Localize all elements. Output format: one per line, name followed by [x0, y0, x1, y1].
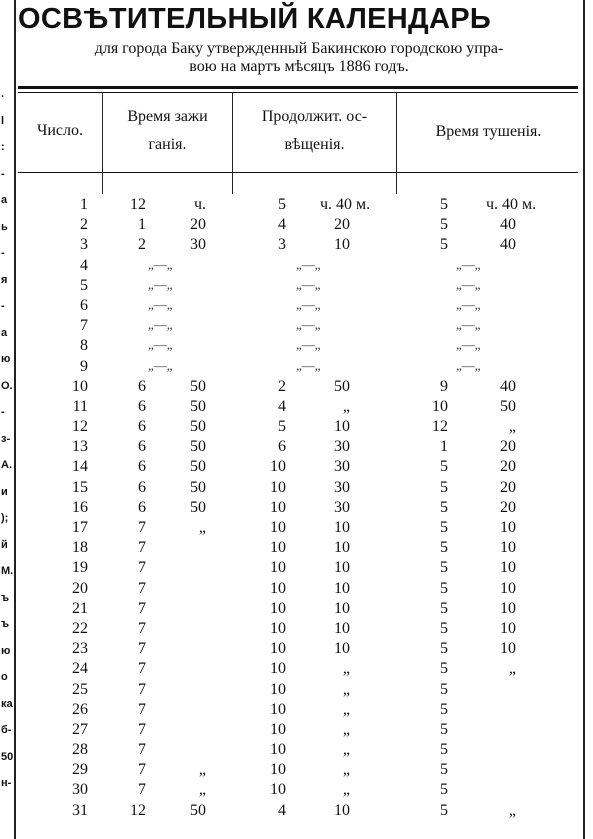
extinguish-hour: 5	[440, 599, 448, 617]
duration-hours: 4	[278, 801, 286, 819]
ditto-mark: „—„	[148, 357, 173, 373]
extinguish-hour: 5	[440, 801, 448, 819]
table-row	[16, 660, 583, 680]
side-fragment: б-	[1, 724, 12, 736]
extinguish-hour: 5	[440, 478, 448, 496]
table-row	[16, 761, 583, 781]
ditto-mark: „—„	[456, 317, 481, 333]
table-row	[16, 681, 583, 701]
column-header-duration	[233, 103, 396, 159]
table-row	[16, 236, 583, 256]
subtitle	[18, 40, 580, 76]
subtitle-line-1: для города Баку утвержденный Бакинскою городскою упра-	[94, 40, 504, 57]
light-minute: 50	[190, 397, 206, 415]
day-number: 21	[72, 599, 88, 617]
table-row	[16, 317, 583, 337]
light-hour: 7	[138, 741, 146, 759]
table-row	[16, 458, 583, 478]
extinguish-hour: 5	[440, 498, 448, 516]
duration-hours: 10	[270, 781, 286, 799]
table-row	[16, 539, 583, 559]
duration-minutes: 10	[334, 519, 350, 536]
header-rule	[18, 86, 578, 89]
light-minute: 50	[190, 478, 206, 496]
duration-minutes: 10	[334, 418, 350, 436]
light-minute: „	[198, 519, 206, 536]
day-number: 8	[80, 337, 88, 355]
light-hour: 7	[138, 720, 146, 738]
duration-hours: 10	[270, 680, 286, 698]
duration-hours: 10	[270, 619, 286, 637]
duration-minutes: 20	[334, 216, 350, 234]
duration-hours: 10	[270, 539, 286, 557]
extinguish-minute: 20	[500, 458, 516, 476]
duration-hours: 5	[278, 418, 286, 436]
duration-hours: 10	[270, 559, 286, 577]
light-minute: 50	[190, 438, 206, 456]
ditto-mark: „—„	[296, 256, 321, 272]
side-fragment: з-	[1, 432, 11, 445]
ditto-mark: „—„	[456, 276, 481, 292]
day-number: 27	[72, 720, 88, 738]
side-fragment: ю	[1, 353, 11, 365]
duration-hours: 10	[270, 640, 286, 658]
table-row	[16, 479, 583, 499]
side-fragment: .	[1, 88, 5, 100]
table-row	[16, 378, 583, 398]
duration-minutes: 50	[334, 377, 350, 395]
side-fragment: -	[1, 247, 5, 259]
column-header-light	[103, 103, 232, 159]
light-minute: 50	[190, 418, 206, 436]
extinguish-minute: „	[508, 801, 516, 819]
day-number: 11	[72, 397, 88, 415]
extinguish-hour: 12	[432, 418, 448, 436]
extinguish-hour: 5	[440, 216, 448, 234]
extinguish-hour: 5	[440, 619, 448, 637]
table-row	[16, 559, 583, 579]
light-hour: 7	[138, 579, 146, 597]
ditto-mark: „—„	[296, 296, 321, 312]
side-fragment: ь	[1, 220, 8, 233]
table-row	[16, 196, 583, 216]
table-row	[16, 398, 583, 418]
day-number: 10	[72, 377, 88, 395]
table-row	[16, 519, 583, 539]
extinguish-hour: 5	[440, 781, 448, 799]
duration-hours: 6	[278, 438, 286, 456]
extinguish-minute: 10	[500, 579, 516, 597]
day-number: 26	[72, 700, 88, 718]
day-number: 31	[72, 801, 88, 819]
side-fragment: я	[1, 273, 8, 286]
table-row	[16, 438, 583, 458]
light-hour: 12	[130, 801, 146, 819]
table-row	[16, 297, 583, 317]
ditto-mark: „—„	[296, 317, 321, 333]
light-minute: 50	[190, 458, 206, 476]
table-row	[16, 499, 583, 519]
duration-minutes: „	[342, 397, 350, 415]
duration-minutes: „	[342, 761, 350, 779]
table-row	[16, 418, 583, 438]
table-row	[16, 337, 583, 357]
day-number: 19	[72, 559, 88, 577]
day-number: 2	[80, 216, 88, 234]
extinguish-hour: 5	[440, 680, 448, 698]
day-number: 15	[72, 478, 88, 496]
extinguish-minute: 10	[500, 519, 516, 536]
light-minute: 30	[190, 236, 206, 254]
duration-hours: 4	[278, 216, 286, 234]
ditto-mark: „—„	[148, 317, 173, 333]
day-number: 29	[72, 761, 88, 779]
duration-minutes: 10	[334, 640, 350, 658]
table-row	[16, 358, 583, 378]
side-fragment: О.	[1, 379, 13, 392]
duration-hours: 5	[278, 196, 286, 213]
light-hour: 7	[138, 660, 146, 678]
day-number: 5	[80, 276, 88, 294]
duration-minutes: 30	[334, 498, 350, 516]
side-fragment: М.	[1, 565, 14, 577]
table-row	[16, 277, 583, 297]
day-number: 13	[72, 438, 88, 456]
extinguish-hour: 5	[440, 458, 448, 476]
light-hour: 7	[138, 680, 146, 698]
duration-hours: 4	[278, 397, 286, 415]
duration-minutes: 10	[334, 539, 350, 557]
extinguish-minute: 40	[500, 377, 516, 395]
side-fragment: a	[1, 194, 8, 206]
extinguish-minute: 10	[500, 559, 516, 577]
side-fragment: й	[1, 538, 8, 551]
side-fragment: -	[1, 300, 5, 312]
light-hour: 7	[138, 519, 146, 536]
duration-hours: 10	[270, 579, 286, 597]
table-row	[16, 216, 583, 236]
duration-hours: 10	[270, 761, 286, 779]
day-number: 20	[72, 579, 88, 597]
duration-minutes: 10	[334, 619, 350, 637]
extinguish-hour: 1	[440, 438, 448, 456]
light-minute: „	[198, 761, 206, 779]
extinguish-hour: 5	[440, 519, 448, 536]
day-number: 12	[72, 418, 88, 436]
ditto-mark: „—„	[296, 337, 321, 353]
extinguish-minute: 20	[500, 498, 516, 516]
column-header-duration-line-2: вѣщенія.	[284, 136, 345, 153]
light-hour: 7	[138, 761, 146, 779]
day-number: 3	[80, 236, 88, 254]
ditto-mark: „—„	[456, 357, 481, 373]
side-fragment: о	[1, 671, 8, 683]
extinguish-minute: 40	[500, 236, 516, 254]
light-hour: 6	[138, 377, 146, 395]
right-border	[583, 0, 585, 839]
day-number: 25	[72, 680, 88, 698]
column-header-day: Число.	[36, 122, 84, 139]
side-fragment: 50	[1, 750, 14, 763]
table-row	[16, 580, 583, 600]
extinguish-minute: 10	[500, 640, 516, 658]
ditto-mark: „—„	[148, 337, 173, 353]
side-fragment: a	[1, 326, 8, 339]
light-hour: 6	[138, 478, 146, 496]
light-minute: ч.	[193, 196, 206, 213]
adjacent-column-strip	[0, 88, 14, 828]
page-title: ОСВѢТИТЕЛЬНЫЙ КАЛЕНДАРЬ	[18, 3, 492, 35]
day-number: 23	[72, 640, 88, 658]
light-hour: 7	[138, 700, 146, 718]
light-hour: 6	[138, 438, 146, 456]
light-minute: „	[198, 781, 206, 799]
day-number: 17	[72, 519, 88, 536]
light-hour: 6	[138, 397, 146, 415]
ditto-mark: „—„	[456, 296, 481, 312]
ditto-mark: „—„	[456, 256, 481, 272]
extinguish-minute: 20	[500, 438, 516, 456]
duration-hours: 10	[270, 700, 286, 718]
duration-minutes: 10	[334, 599, 350, 617]
day-number: 6	[80, 296, 88, 314]
duration-minutes: 30	[334, 478, 350, 496]
ditto-mark: „—„	[148, 256, 173, 272]
extinguish-hour: 9	[440, 377, 448, 395]
extinguish-minute: 10	[500, 599, 516, 617]
extinguish-minute: 50	[500, 397, 516, 415]
duration-hours: 10	[270, 660, 286, 678]
day-number: 1	[80, 196, 88, 213]
side-fragment: н-	[1, 777, 12, 789]
light-hour: 6	[138, 418, 146, 436]
duration-hours: 10	[270, 478, 286, 496]
column-header-duration-line-1: Продолжит. ос-	[261, 108, 368, 125]
column-header-light-line-1: Время зажи	[127, 108, 208, 125]
extinguish-hour: 10	[432, 397, 448, 415]
light-hour: 1	[138, 216, 146, 234]
extinguish-hour: 5	[440, 640, 448, 658]
light-hour: 2	[138, 236, 146, 254]
day-number: 7	[80, 317, 88, 335]
table-row	[16, 640, 583, 660]
light-hour: 7	[138, 640, 146, 658]
side-fragment: А.	[1, 459, 12, 471]
duration-minutes: ч. 40 м.	[320, 196, 371, 213]
side-fragment: ъ	[1, 591, 10, 604]
light-hour: 7	[138, 619, 146, 637]
subtitle-line-2: вою на мартъ мѣсяцъ 1886 годъ.	[189, 58, 409, 75]
extinguish-hour: 5	[440, 720, 448, 738]
table-row	[16, 781, 583, 801]
side-fragment: и	[1, 485, 8, 498]
light-hour: 7	[138, 781, 146, 799]
duration-minutes: „	[342, 781, 350, 799]
side-fragment: :	[1, 141, 5, 153]
day-number: 24	[72, 660, 88, 678]
day-number: 14	[72, 458, 88, 476]
ditto-mark: „—„	[148, 276, 173, 292]
duration-hours: 10	[270, 498, 286, 516]
duration-minutes: 30	[334, 458, 350, 476]
ditto-mark: „—„	[296, 357, 321, 373]
side-fragment: -	[1, 406, 5, 418]
day-number: 30	[72, 781, 88, 799]
extinguish-minute: 10	[500, 619, 516, 637]
duration-minutes: „	[342, 700, 350, 718]
table-row	[16, 721, 583, 741]
ditto-mark: „—„	[296, 276, 321, 292]
side-fragment: ю	[1, 644, 11, 657]
duration-hours: 10	[270, 458, 286, 476]
extinguish-hour: 5	[440, 660, 448, 678]
duration-hours: 3	[278, 236, 286, 254]
duration-minutes: „	[342, 720, 350, 738]
extinguish-hour: 5	[440, 761, 448, 779]
light-hour: 7	[138, 599, 146, 617]
duration-minutes: „	[342, 660, 350, 678]
calendar-table-body	[16, 196, 583, 822]
ditto-mark: „—„	[148, 296, 173, 312]
extinguish-minute: ч. 40 м.	[486, 196, 537, 213]
side-fragment: );	[1, 512, 9, 524]
extinguish-minute: 40	[500, 216, 516, 234]
extinguish-hour: 5	[440, 579, 448, 597]
light-minute: 50	[190, 377, 206, 395]
ditto-mark: „—„	[456, 337, 481, 353]
duration-minutes: 10	[334, 801, 350, 819]
extinguish-hour: 5	[440, 741, 448, 759]
duration-hours: 10	[270, 599, 286, 617]
duration-hours: 10	[270, 519, 286, 536]
light-hour: 12	[130, 196, 146, 213]
duration-minutes: „	[342, 680, 350, 698]
extinguish-minute: 20	[500, 478, 516, 496]
duration-hours: 10	[270, 720, 286, 738]
duration-minutes: 10	[334, 579, 350, 597]
light-minute: 50	[190, 498, 206, 516]
extinguish-hour: 5	[440, 539, 448, 557]
side-fragment: l	[1, 114, 5, 127]
extinguish-hour: 5	[440, 236, 448, 254]
table-row	[16, 701, 583, 721]
day-number: 9	[80, 357, 88, 375]
table-row	[16, 600, 583, 620]
extinguish-hour: 5	[440, 700, 448, 718]
light-minute: 20	[190, 216, 206, 234]
duration-minutes: „	[342, 741, 350, 759]
extinguish-minute: „	[508, 418, 516, 436]
day-number: 4	[80, 256, 88, 274]
table-row	[16, 620, 583, 640]
extinguish-hour: 5	[440, 559, 448, 577]
duration-minutes: 10	[334, 559, 350, 577]
day-number: 18	[72, 539, 88, 557]
table-row	[16, 802, 583, 822]
duration-hours: 10	[270, 741, 286, 759]
light-hour: 6	[138, 458, 146, 476]
light-hour: 7	[138, 559, 146, 577]
light-minute: 50	[190, 801, 206, 819]
column-header-extinguish: Время тушенія.	[435, 123, 542, 140]
light-hour: 7	[138, 539, 146, 557]
duration-hours: 2	[278, 377, 286, 395]
side-fragment: -	[1, 167, 5, 180]
duration-minutes: 10	[334, 236, 350, 254]
light-hour: 6	[138, 498, 146, 516]
day-number: 28	[72, 741, 88, 759]
side-fragment: ка	[1, 697, 13, 710]
day-number: 22	[72, 619, 88, 637]
table-row	[16, 741, 583, 761]
day-number: 16	[72, 498, 88, 516]
extinguish-hour: 5	[440, 196, 448, 213]
table-row	[16, 257, 583, 277]
column-header-light-line-2: ганія.	[148, 136, 187, 153]
extinguish-minute: „	[508, 660, 516, 678]
duration-minutes: 30	[334, 438, 350, 456]
side-fragment: ъ	[1, 618, 10, 630]
extinguish-minute: 10	[500, 539, 516, 557]
